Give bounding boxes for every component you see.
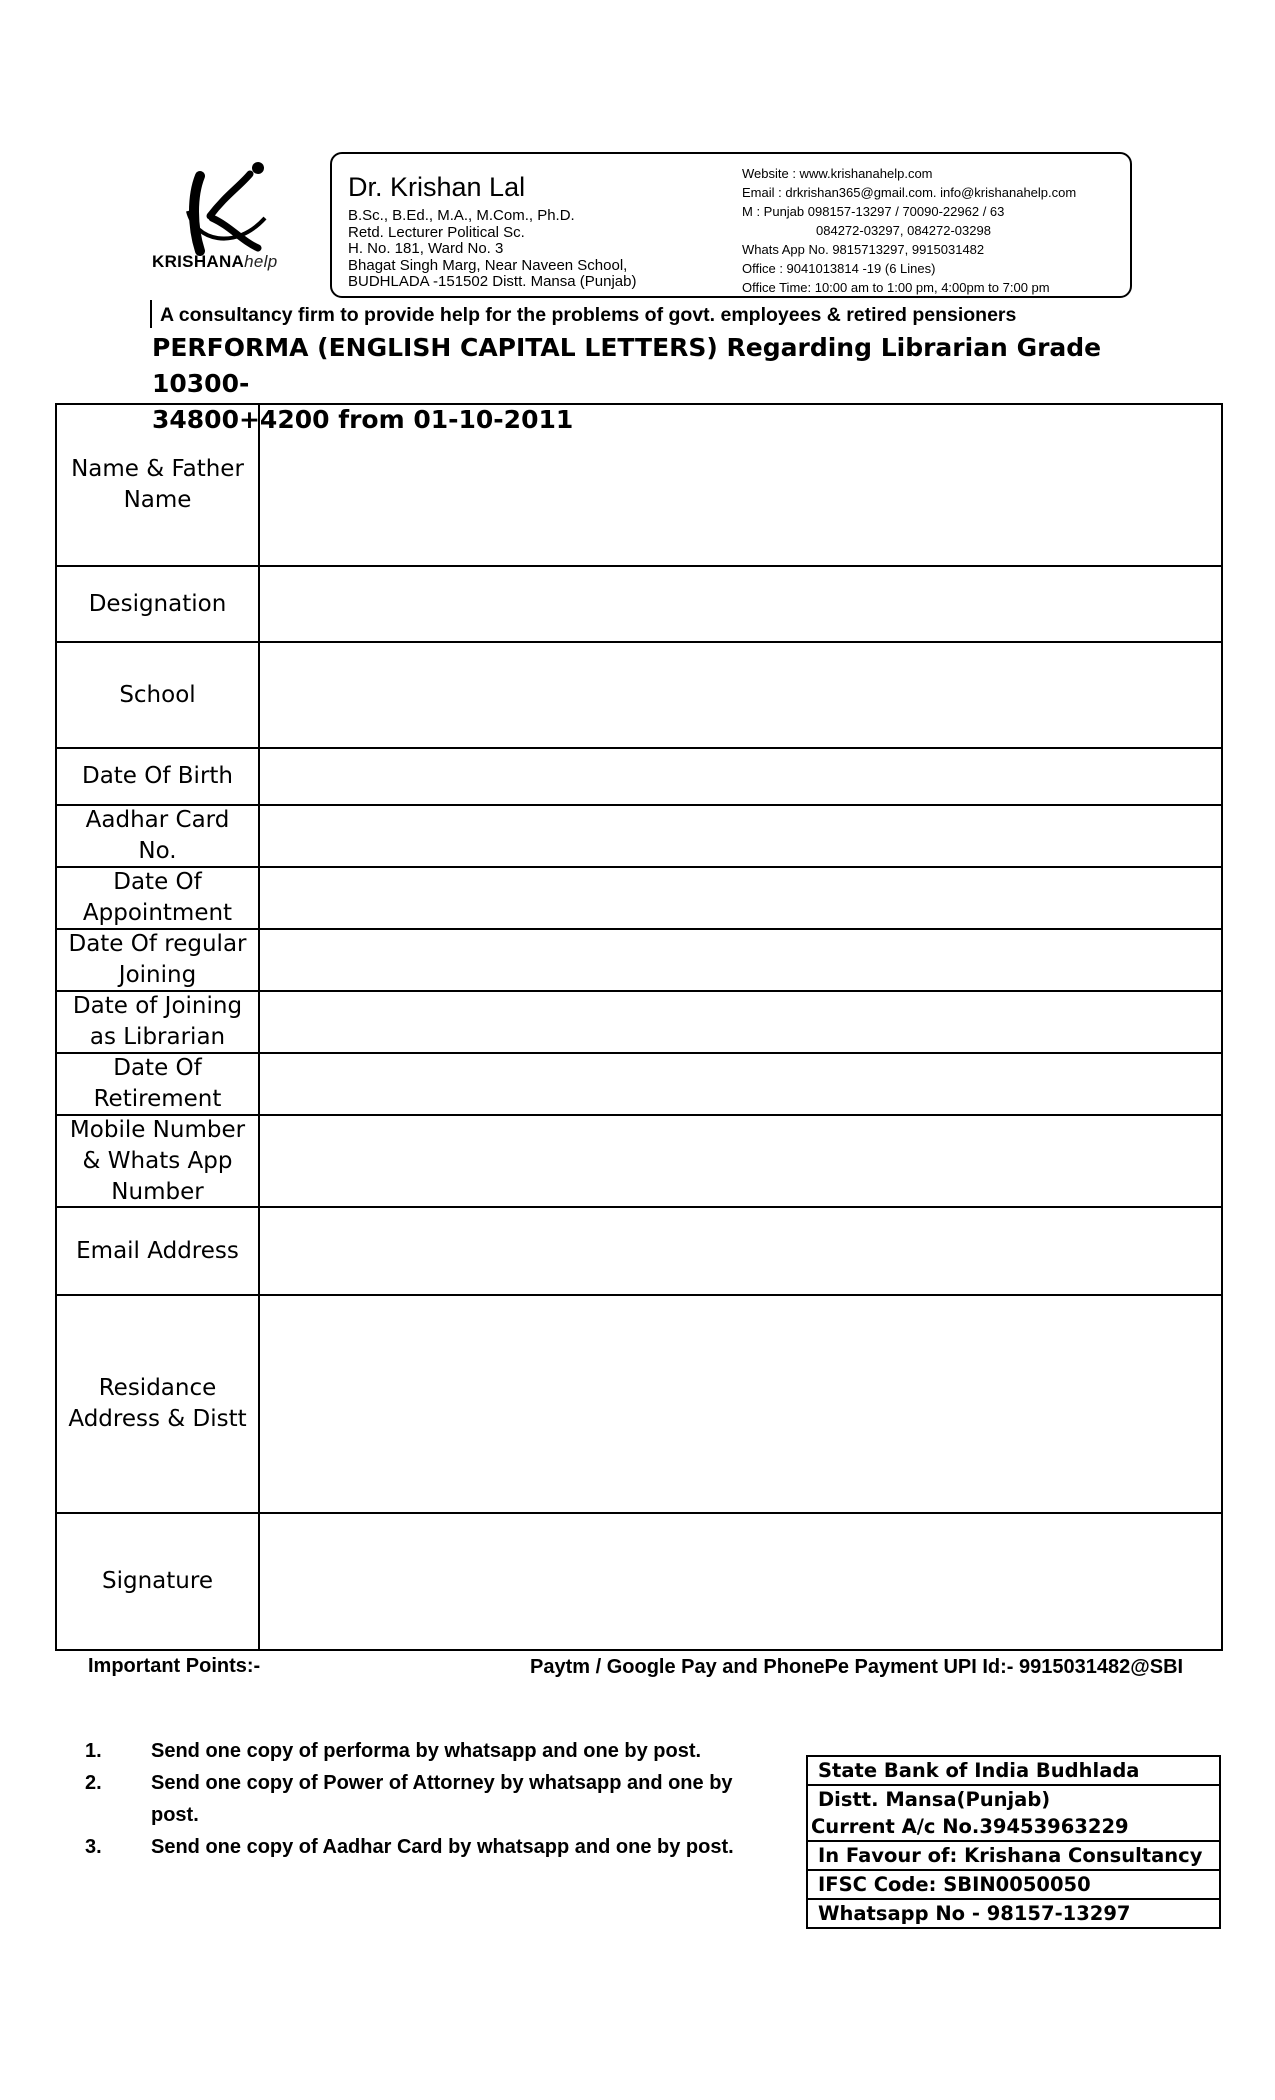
mobile-field[interactable]	[262, 1116, 1221, 1206]
bank-account-number: Current A/c No.39453963229	[811, 1815, 1129, 1838]
form-row-mobile	[57, 1114, 1221, 1206]
form-row-name	[57, 405, 1221, 565]
logo-wordmark: KRISHANAhelp	[152, 252, 278, 271]
signature-field[interactable]	[262, 1514, 1221, 1649]
list-item-number: 1.	[85, 1740, 102, 1762]
librarian-joining-field[interactable]	[262, 992, 1221, 1052]
form-row-email	[57, 1206, 1221, 1294]
doctor-name: Dr. Krishan Lal	[348, 172, 526, 202]
letterhead-rule	[150, 300, 152, 328]
regular-joining-field[interactable]	[262, 930, 1221, 990]
field-label: Date Of Retirement	[57, 1054, 260, 1114]
name-field[interactable]	[262, 405, 1221, 565]
field-label: Signature	[57, 1514, 260, 1649]
field-label: Date Of regular Joining	[57, 930, 260, 990]
list-item-number: 3.	[85, 1836, 102, 1858]
form-row-regular-joining	[57, 928, 1221, 990]
office-time-line: Office Time: 10:00 am to 1:00 pm, 4:00pm to 7:00 pm	[742, 280, 1050, 295]
bank-name: State Bank of India Budhlada	[818, 1759, 1140, 1782]
tagline: A consultancy firm to provide help for the problems of govt. employees & retired pensioners	[160, 304, 1017, 326]
bank-whatsapp-number: Whatsapp No - 98157-13297	[808, 1898, 1219, 1927]
field-label: Mobile Number & Whats App Number	[57, 1116, 260, 1206]
bank-ifsc-code: IFSC Code: SBIN0050050	[808, 1869, 1219, 1898]
doctor-details	[348, 208, 636, 291]
form-row-designation	[57, 565, 1221, 641]
whatsapp-line: Whats App No. 9815713297, 9915031482	[742, 242, 985, 257]
field-label: Date Of Birth	[57, 749, 260, 804]
important-points-list	[85, 1735, 765, 1863]
list-item	[85, 1735, 765, 1767]
phone-line: 084272-03297, 084272-03298	[816, 223, 991, 238]
form-table	[55, 403, 1223, 1651]
contact-box	[330, 152, 1132, 298]
detail-line: BUDHLADA -151502 Distt. Mansa (Punjab)	[348, 273, 637, 290]
mobile-line: M : Punjab 098157-13297 / 70090-22962 / 63	[742, 204, 1005, 219]
form-row-dob	[57, 747, 1221, 804]
form-row-appointment	[57, 866, 1221, 928]
field-label: Residance Address & Distt	[57, 1296, 260, 1512]
bank-in-favour-of: In Favour of: Krishana Consultancy	[808, 1840, 1219, 1869]
form-row-retirement	[57, 1052, 1221, 1114]
school-field[interactable]	[262, 643, 1221, 747]
form-row-signature	[57, 1512, 1221, 1649]
detail-line: H. No. 181, Ward No. 3	[348, 240, 504, 257]
field-label: Date Of Appointment	[57, 868, 260, 928]
field-label: Email Address	[57, 1208, 260, 1294]
address-field[interactable]	[262, 1296, 1221, 1512]
detail-line: Bhagat Singh Marg, Near Naveen School,	[348, 256, 628, 274]
form-row-librarian-joining	[57, 990, 1221, 1052]
bank-district: Distt. Mansa(Punjab)	[808, 1784, 1219, 1813]
bank-details-box	[806, 1755, 1221, 1929]
field-label: Designation	[57, 567, 260, 641]
aadhar-field[interactable]	[262, 806, 1221, 866]
list-item-text: Send one copy of performa by whatsapp and one by post.	[151, 1740, 702, 1762]
form-row-school	[57, 641, 1221, 747]
office-line: Office : 9041013814 -19 (6 Lines)	[742, 261, 936, 276]
krishana-logo-icon	[170, 156, 280, 266]
letterhead	[150, 150, 1138, 330]
important-points-heading: Important Points:-	[88, 1655, 261, 1677]
field-label: Aadhar Card No.	[57, 806, 260, 866]
dob-field[interactable]	[262, 749, 1221, 804]
krishana-logo	[150, 150, 325, 300]
contact-details	[742, 164, 1076, 297]
form-row-aadhar	[57, 804, 1221, 866]
email-field[interactable]	[262, 1208, 1221, 1294]
appointment-date-field[interactable]	[262, 868, 1221, 928]
field-label: Date of Joining as Librarian	[57, 992, 260, 1052]
field-label: School	[57, 643, 260, 747]
list-item-number: 2.	[85, 1772, 102, 1794]
list-item-text: Send one copy of Power of Attorney by whatsapp and one by post.	[151, 1772, 733, 1826]
detail-line: Retd. Lecturer Political Sc.	[348, 223, 525, 241]
form-row-address	[57, 1294, 1221, 1512]
retirement-date-field[interactable]	[262, 1054, 1221, 1114]
field-label: Name & Father Name	[57, 405, 260, 565]
designation-field[interactable]	[262, 567, 1221, 641]
email-line: Email : drkrishan365@gmail.com. info@krishanahelp.com	[742, 185, 1077, 200]
list-item-text: Send one copy of Aadhar Card by whatsapp and one by post.	[151, 1836, 734, 1858]
payment-upi-line: Paytm / Google Pay and PhonePe Payment UPI Id:- 9915031482@SBI	[530, 1656, 1184, 1678]
website-line: Website : www.krishanahelp.com	[742, 166, 933, 181]
title-line: PERFORMA (ENGLISH CAPITAL LETTERS) Regarding Librarian Grade 10300-	[152, 333, 1102, 398]
list-item	[85, 1831, 765, 1863]
title-line: 34800+4200 from 01-10-2011	[152, 405, 574, 434]
detail-line: B.Sc., B.Ed., M.A., M.Com., Ph.D.	[348, 207, 575, 224]
list-item	[85, 1767, 765, 1831]
